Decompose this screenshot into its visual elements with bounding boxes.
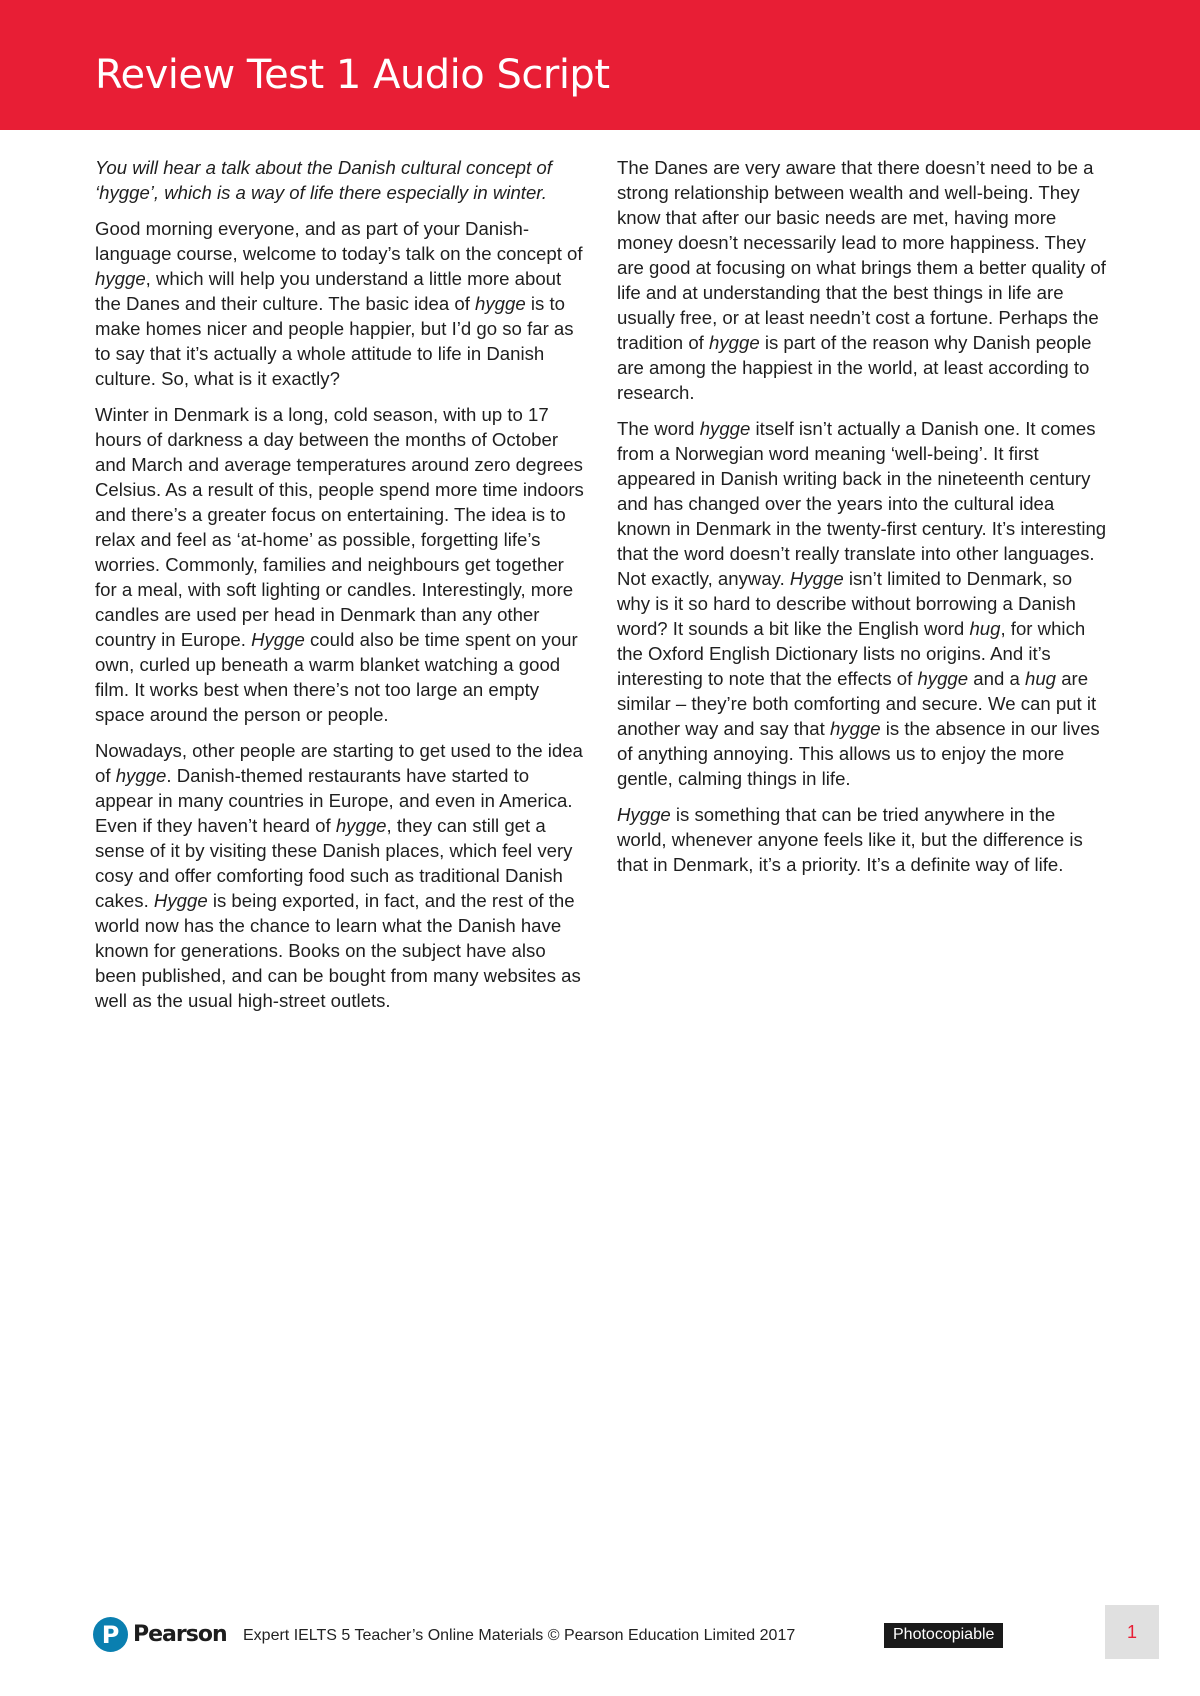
header-band: [0, 0, 1200, 130]
page-number: 1: [1105, 1605, 1159, 1659]
body-paragraph: The word hygge itself isn’t actually a Danish one. It comes from a Norwegian word meaning ‘well-being’. It first appeared in Danish writing back in the nineteenth century and has changed over the years into the cultural idea known in Denmark in the twenty-first century. It’s interesting that the word doesn’t really translate into other languages. Not exactly, anyway. Hygge isn’t limited to Denmark, so why is it so hard to describe without borrowing a Danish word? It sounds a bit like the English word hug, for which the Oxford English Dictionary lists no origins. And it’s interesting to note that the effects of hygge and a hug are similar – they’re both comforting and secure. We can put it another way and say that hygge is the absence in our lives of anything annoying. This allows us to enjoy the more gentle, calming things in life.: [617, 418, 1107, 789]
body-paragraph: Winter in Denmark is a long, cold season, with up to 17 hours of darkness a day between the months of October and March and average temperatures around zero degrees Celsius. As a result of this, people spend more time indoors and there’s a greater focus on entertaining. The idea is to relax and feel as ‘at-home’ as possible, forgetting life’s worries. Commonly, families and neighbours get together for a meal, with soft lighting or candles. Interestingly, more candles are used per head in Denmark than any other country in Europe. Hygge could also be time spent on your own, curled up beneath a warm blanket watching a good film. It works best when there’s not too large an empty space around the person or people.: [95, 404, 584, 725]
photocopiable-badge: Photocopiable: [884, 1623, 1003, 1648]
body-paragraph: Good morning everyone, and as part of your Danish-language course, welcome to today’s talk on the concept of hygge, which will help you understand a little more about the Danes and their culture. The basic idea of hygge is to make homes nicer and people happier, but I’d go so far as to say that it’s actually a whole attitude to life in Danish culture. So, what is it exactly?: [95, 218, 583, 389]
body-paragraph: Hygge is something that can be tried anywhere in the world, whenever anyone feels like it, but the difference is that in Denmark, it’s a priority. It’s a definite way of life.: [617, 804, 1083, 875]
body-paragraph: The Danes are very aware that there doesn’t need to be a strong relationship between wealth and well-being. They know that after our basic needs are met, having more money doesn’t necessarily lead to more happiness. They are good at focusing on what brings them a better quality of life and at understanding that the best things in life are usually free, or at least needn’t cost a fortune. Perhaps the tradition of hygge is part of the reason why Danish people are among the happiest in the world, at least according to research.: [617, 157, 1106, 403]
pearson-logo: [93, 1617, 227, 1652]
page-footer: [0, 1600, 1200, 1670]
pearson-logo-icon: P: [93, 1617, 128, 1652]
page-title: Review Test 1 Audio Script: [95, 52, 610, 98]
body-paragraph: Nowadays, other people are starting to get used to the idea of hygge. Danish-themed restaurants have started to appear in many countries in Europe, and even in America. Even if they haven’t heard of hygge, they can still get a sense of it by visiting these Danish places, which feel very cosy and offer comforting food such as traditional Danish cakes. Hygge is being exported, in fact, and the rest of the world now has the chance to learn what the Danish have known for generations. Books on the subject have also been published, and can be bought from many websites as well as the usual high-street outlets.: [95, 740, 583, 1011]
pearson-wordmark: Pearson: [133, 1622, 227, 1647]
left-column: [95, 155, 585, 1024]
intro-paragraph: You will hear a talk about the Danish cultural concept of ‘hygge’, which is a way of life there especially in winter.: [95, 157, 552, 203]
right-column: [617, 155, 1107, 888]
copyright-text: Expert IELTS 5 Teacher’s Online Materials © Pearson Education Limited 2017: [243, 1627, 796, 1644]
